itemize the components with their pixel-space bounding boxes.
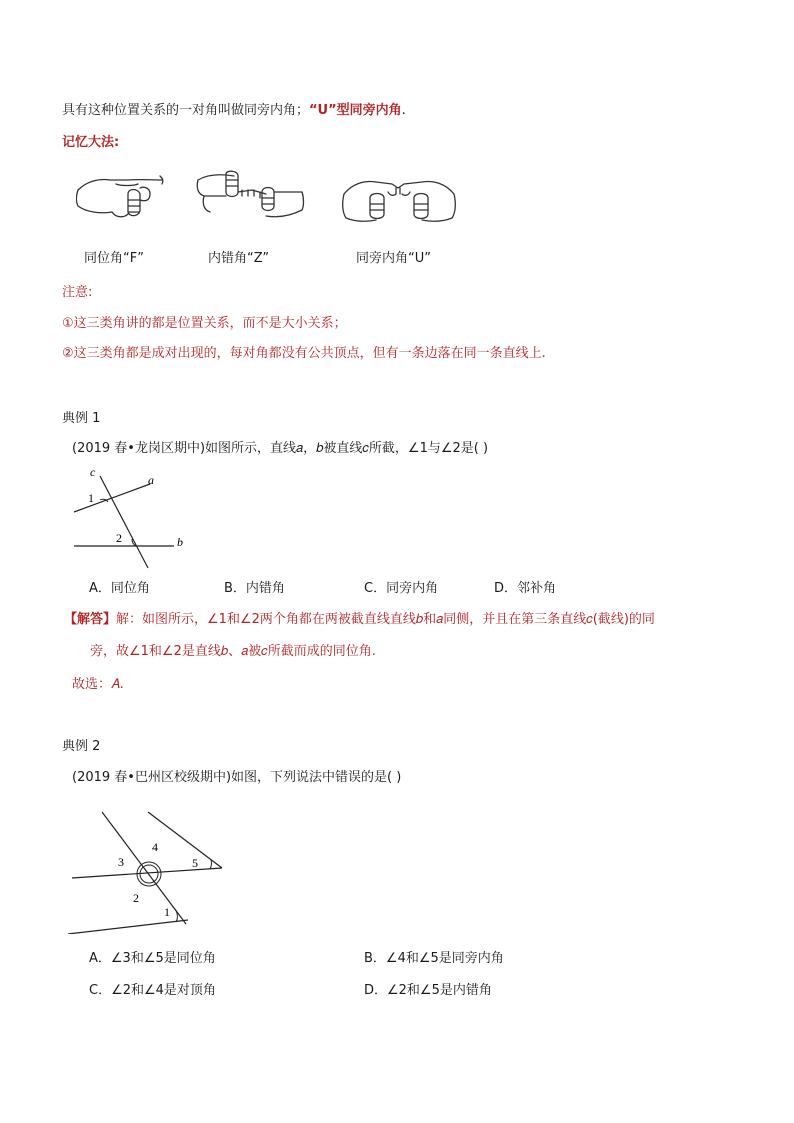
example2-option-b: B．∠4和∠5是同旁内角 <box>364 951 504 966</box>
example1-question: (2019 春•龙岗区期中)如图所示，直线𝑎，𝑏被直线𝑐所截，∠1与∠2是( ) <box>72 441 489 456</box>
label-a: a <box>148 473 154 487</box>
caption-z: 内错角“Z” <box>208 251 270 266</box>
example2-title: 典例 2 <box>62 739 101 754</box>
note-item-2: ②这三类角都是成对出现的，每对角都没有公共顶点，但有一条边落在同一条直线上. <box>62 346 546 361</box>
label-3: 3 <box>118 855 124 869</box>
label-2: 2 <box>133 891 139 905</box>
line-c <box>100 476 148 568</box>
example2-option-c: C．∠2和∠4是对顶角 <box>89 983 216 998</box>
line-steep <box>102 812 186 924</box>
example1-option-c: C．同旁内角 <box>364 581 439 596</box>
hand-gesture-u-image <box>340 172 458 228</box>
caption-u: 同旁内角“U” <box>356 251 431 266</box>
example1-answer-line2: 旁，故∠1和∠2是直线𝑏、𝑎被𝑐所截而成的同位角. <box>90 644 376 659</box>
intro-text: 具有这种位置关系的一对角叫做同旁内角； <box>62 103 310 118</box>
intro-line <box>62 102 406 120</box>
example1-figure <box>66 462 196 574</box>
label-angle2: 2 <box>116 531 122 545</box>
example1-title: 典例 1 <box>62 411 101 426</box>
line-upper <box>148 812 222 868</box>
answer-tag: 【解答】 <box>64 612 117 627</box>
example1-choice: 故选：𝐴. <box>72 677 124 692</box>
label-5: 5 <box>192 856 198 870</box>
example2-figure <box>66 806 228 934</box>
label-angle1: 1 <box>88 491 94 505</box>
line-lower <box>68 920 188 934</box>
label-1: 1 <box>164 905 170 919</box>
intro-emphasis: “U”型同旁内角 <box>309 103 402 118</box>
notes-heading: 注意: <box>62 285 93 300</box>
example2-option-d: D．∠2和∠5是内错角 <box>364 983 492 998</box>
label-b: b <box>177 535 183 549</box>
example2-option-a: A．∠3和∠5是同位角 <box>89 951 216 966</box>
answer-text-1: 解：如图所示，∠1和∠2两个角都在两被截直线直线𝑏和𝑎同侧，并且在第三条直线𝑐(截线)的同 <box>116 612 655 627</box>
intro-period: . <box>401 103 406 118</box>
hand-gesture-f-image <box>76 166 166 224</box>
hand-gesture-z-image <box>194 166 306 224</box>
example1-option-a: A．同位角 <box>89 581 150 596</box>
example2-question: (2019 春•巴州区校级期中)如图，下列说法中错误的是( ) <box>72 770 402 785</box>
label-c: c <box>90 465 96 479</box>
angle5-arc <box>210 860 211 869</box>
example1-answer-line1 <box>64 611 655 629</box>
memory-heading: 记忆大法: <box>62 135 120 150</box>
note-item-1: ①这三类角讲的都是位置关系，而不是大小关系； <box>62 316 347 331</box>
label-4: 4 <box>152 840 158 854</box>
example1-option-d: D．邻补角 <box>494 581 557 596</box>
example1-option-b: B．内错角 <box>224 581 285 596</box>
angle1-arc <box>174 908 177 922</box>
caption-f: 同位角“F” <box>84 251 144 266</box>
